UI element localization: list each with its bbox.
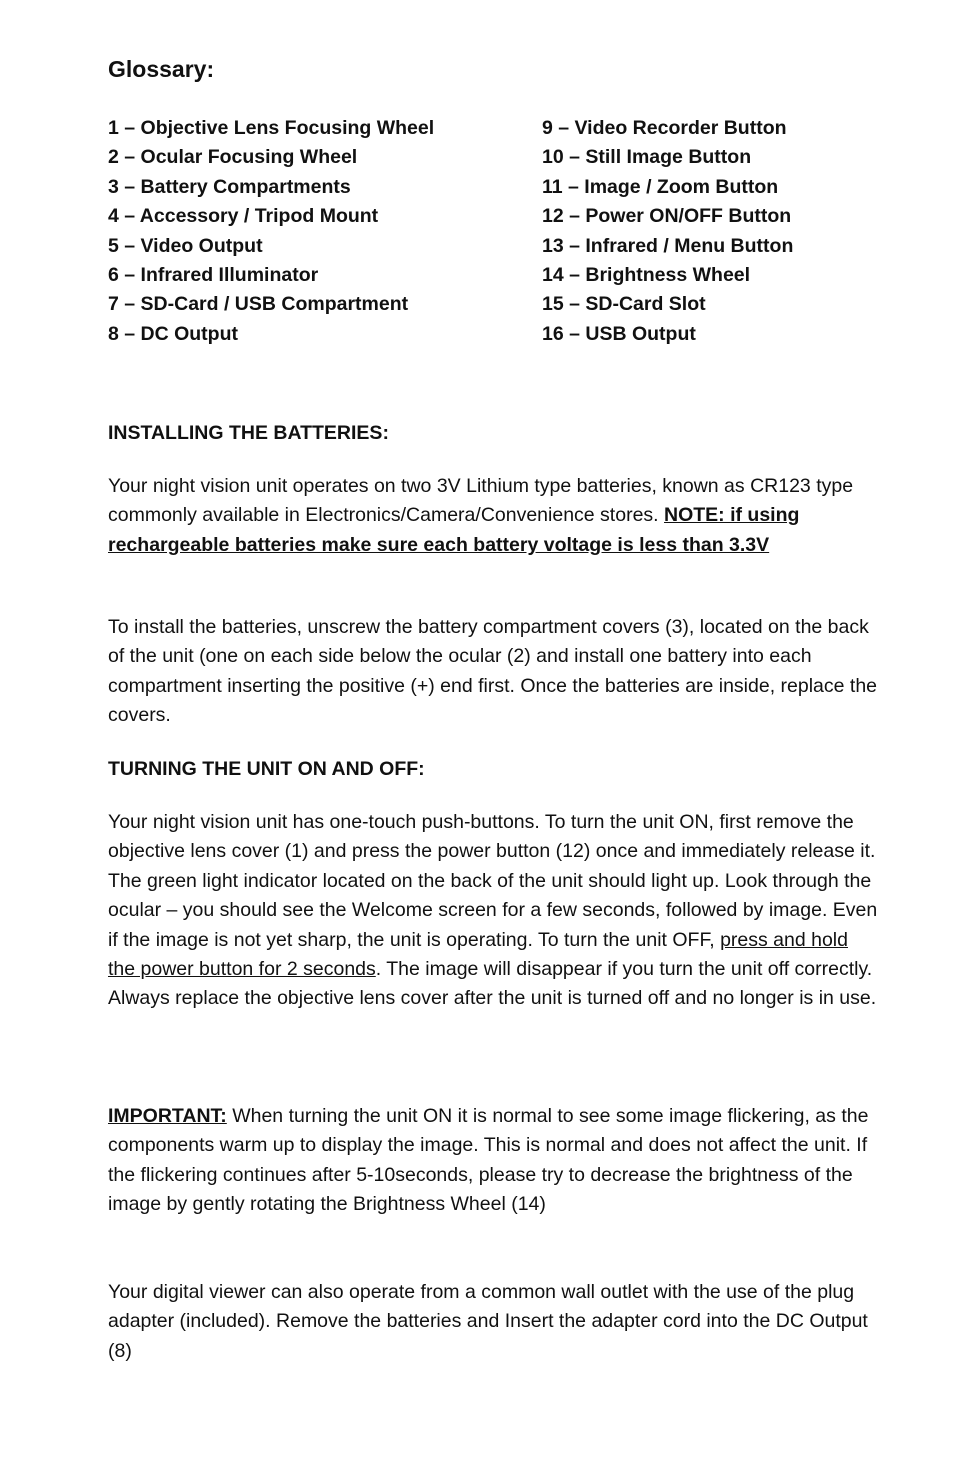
- batteries-heading: INSTALLING THE BATTERIES:: [108, 422, 389, 444]
- glossary-item: 14 – Brightness Wheel: [542, 264, 751, 287]
- glossary-item: 5 – Video Output: [108, 234, 263, 257]
- batteries-intro-text: Your night vision unit operates on two 3V Lithium type batteries, known as CR123 type commonly available in Electronics/Camera/Convenience stores.: [108, 475, 854, 527]
- turning-text-before: Your night vision unit has one-touch push-buttons. To turn the unit ON, first remove the objective lens cover (1) and press the power button (12) once and immediately release it. The green light indicator located on the back of the unit should light up. Look through the ocular – you should see the Welcome screen for a few seconds, followed by image. Even if the image is not yet sharp, the unit is operating. To turn the unit OFF,: [108, 811, 878, 951]
- important-text: When turning the unit ON it is normal to see some image flickering, as the components warm up to display the image. This is normal and does not affect the unit. If the flickering continues after 5-10seconds, please try to decrease the brightness of the image by gently rotating the Brightness Wheel (14): [108, 1105, 869, 1216]
- glossary-left-column: [108, 114, 434, 349]
- glossary-item: 8 – DC Output: [108, 322, 238, 345]
- glossary-item: 2 – Ocular Focusing Wheel: [108, 146, 358, 169]
- glossary-item: 1 – Objective Lens Focusing Wheel: [108, 117, 435, 139]
- glossary-item: 4 – Accessory / Tripod Mount: [108, 205, 379, 228]
- glossary-item: 7 – SD-Card / USB Compartment: [108, 293, 409, 316]
- turning-paragraph: [108, 808, 878, 1014]
- glossary-item: 12 – Power ON/OFF Button: [542, 205, 792, 228]
- turning-text-after: . The image will disappear if you turn the unit off correctly. Always replace the objective lens cover after the unit is turned off and no longer is in use.: [108, 958, 877, 1010]
- important-paragraph: [108, 1102, 878, 1220]
- glossary-item: 9 – Video Recorder Button: [542, 117, 787, 139]
- glossary-right-column: [542, 114, 793, 349]
- important-label: IMPORTANT:: [108, 1105, 227, 1127]
- glossary-item: 16 – USB Output: [542, 322, 696, 345]
- rechargeable-note: NOTE: if using rechargeable batteries make sure each battery voltage is less than 3.3V: [108, 504, 800, 556]
- glossary-item: 6 – Infrared Illuminator: [108, 264, 319, 287]
- glossary-item: 13 – Infrared / Menu Button: [542, 234, 794, 257]
- wall-outlet-paragraph: Your digital viewer can also operate from a common wall outlet with the use of the plug adapter (included). Remove the batteries and Insert the adapter cord into the DC Output (8): [108, 1281, 868, 1362]
- install-instructions-paragraph: To install the batteries, unscrew the battery compartment covers (3), located on the back of the unit (one on each side below the ocular (2) and install one battery into each compartment inserting the positive (+) end first. Once the batteries are inside, replace the covers.: [108, 616, 878, 727]
- batteries-paragraph: [108, 472, 878, 560]
- turning-heading: TURNING THE UNIT ON AND OFF:: [108, 758, 425, 780]
- glossary-item: 15 – SD-Card Slot: [542, 293, 706, 316]
- glossary-item: 3 – Battery Compartments: [108, 175, 351, 198]
- press-and-hold-instruction: press and hold the power button for 2 seconds: [108, 928, 848, 981]
- glossary-item: 11 – Image / Zoom Button: [542, 175, 779, 198]
- glossary-item: 10 – Still Image Button: [542, 146, 752, 169]
- glossary-title: Glossary:: [108, 56, 215, 82]
